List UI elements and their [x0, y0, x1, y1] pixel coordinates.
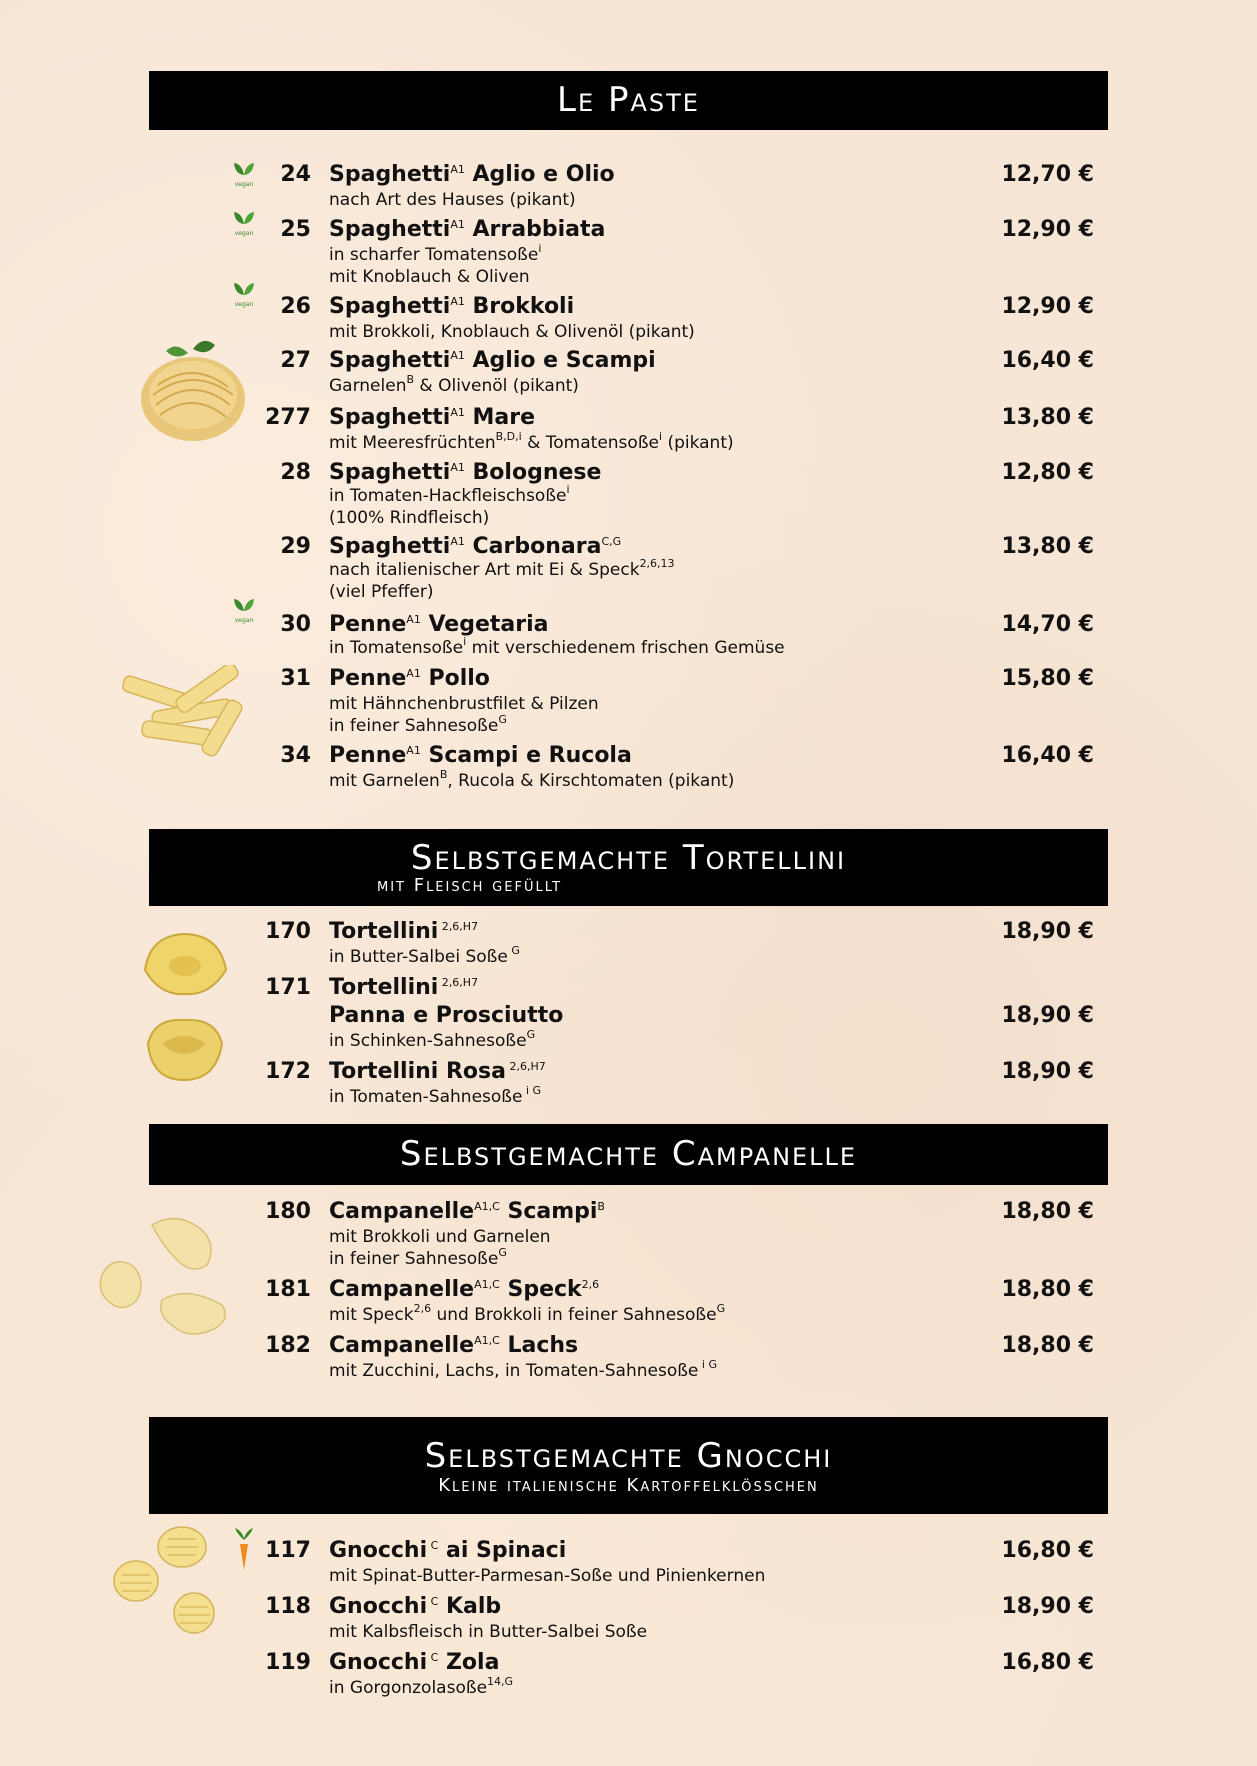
- item-description: mit Kalbsfleisch in Butter-Salbei Soße: [329, 1622, 648, 1642]
- item-number: 118: [265, 1594, 311, 1619]
- item-name: Spaghetti$^{A1}$ Carbonara$^{C,G}$: [329, 534, 622, 559]
- item-description: (viel Pfeffer): [329, 582, 434, 602]
- item-price: 16,40 €: [1001, 743, 1094, 768]
- item-number: 34: [280, 743, 311, 768]
- gnocchi-image: [112, 1525, 218, 1637]
- item-description: mit Brokkoli und Garnelen: [329, 1227, 551, 1247]
- item-number: 277: [265, 405, 311, 430]
- item-name: Penne$^{A1}$ Vegetaria: [329, 612, 549, 637]
- item-description: in Tomaten-Sahnesoße $^{i G}$: [329, 1084, 542, 1107]
- item-price: 18,80 €: [1001, 1277, 1094, 1302]
- item-price: 18,90 €: [1001, 1594, 1094, 1619]
- item-number: 182: [265, 1333, 311, 1358]
- item-name: Penne$^{A1}$ Pollo: [329, 666, 490, 691]
- item-number: 26: [280, 294, 311, 319]
- item-number: 117: [265, 1538, 311, 1563]
- item-name: Spaghetti$^{A1}$ Mare: [329, 405, 536, 430]
- item-price: 12,80 €: [1001, 460, 1094, 485]
- item-price: 16,80 €: [1001, 1650, 1094, 1675]
- item-description: mit Meeresfrüchten$^{B,D,i}$ & Tomatensoße$^i$ (pikant): [329, 430, 734, 453]
- section-title: Selbstgemachte Gnocchi: [424, 1436, 833, 1476]
- section-title: Selbstgemachte Tortellini: [410, 838, 847, 878]
- item-price: 14,70 €: [1001, 612, 1094, 637]
- item-price: 15,80 €: [1001, 666, 1094, 691]
- item-name: Penne$^{A1}$ Scampi e Rucola: [329, 743, 632, 768]
- item-number: 25: [280, 217, 311, 242]
- item-description: in Schinken-Sahnesoße$^G$: [329, 1028, 536, 1051]
- section-banner-gnocchi: [149, 1417, 1108, 1514]
- item-name: Spaghetti$^{A1}$ Bolognese: [329, 460, 602, 485]
- item-description: mit Speck$^{2,6}$ und Brokkoli in feiner Sahnesoße$^G$: [329, 1302, 726, 1325]
- item-name: Tortellini Rosa $^{2,6,H7}$: [329, 1059, 546, 1084]
- item-price: 18,90 €: [1001, 919, 1094, 944]
- item-description: mit Spinat-Butter-Parmesan-Soße und Pinienkernen: [329, 1566, 766, 1586]
- item-description: in Butter-Salbei Soße $^G$: [329, 944, 520, 967]
- item-description: in scharfer Tomatensoße$^i$: [329, 242, 542, 265]
- section-banner-campanelle: [149, 1124, 1108, 1185]
- item-number: 24: [280, 162, 311, 187]
- item-number: 119: [265, 1650, 311, 1675]
- item-price: 16,40 €: [1001, 348, 1094, 373]
- item-price: 18,80 €: [1001, 1199, 1094, 1224]
- spaghetti-nest-image: [138, 335, 248, 447]
- item-name-line2: Panna e Prosciutto: [329, 1003, 564, 1028]
- item-number: 29: [280, 534, 311, 559]
- item-price: 12,70 €: [1001, 162, 1094, 187]
- item-name: Gnocchi $^C$ ai Spinaci: [329, 1538, 567, 1563]
- item-price: 18,90 €: [1001, 1059, 1094, 1084]
- vegan-leaf-icon: [231, 280, 257, 308]
- section-banner-paste: [149, 71, 1108, 130]
- item-name: Gnocchi $^C$ Zola: [329, 1650, 500, 1675]
- item-description: in feiner Sahnesoße$^G$: [329, 713, 507, 736]
- svg-text:vegan: vegan: [234, 301, 254, 308]
- item-description: in Tomatensoße$^i$ mit verschiedenem frischen Gemüse: [329, 635, 785, 658]
- penne-image: [112, 665, 264, 757]
- item-number: 30: [280, 612, 311, 637]
- item-description: mit Hähnchenbrustfilet & Pilzen: [329, 694, 599, 714]
- section-subtitle: Kleine italienische Kartoffelklösschen: [438, 1475, 819, 1496]
- campanelle-image: [92, 1205, 252, 1353]
- item-name: Spaghetti$^{A1}$ Brokkoli: [329, 294, 575, 319]
- item-number: 181: [265, 1277, 311, 1302]
- item-description: (100% Rindfleisch): [329, 508, 490, 528]
- item-name: Campanelle$^{A1,C}$ Scampi$^B$: [329, 1199, 605, 1224]
- item-description: nach Art des Hauses (pikant): [329, 190, 576, 210]
- item-name: Campanelle$^{A1,C}$ Speck$^{2,6}$: [329, 1277, 600, 1302]
- item-description: mit Zucchini, Lachs, in Tomaten-Sahnesoße $^{i G}$: [329, 1358, 717, 1381]
- item-name: Spaghetti$^{A1}$ Aglio e Scampi: [329, 348, 656, 373]
- item-description: in Tomaten-Hackfleischsoße$^i$: [329, 483, 570, 506]
- item-number: 27: [280, 348, 311, 373]
- section-title: Selbstgemachte Campanelle: [399, 1134, 858, 1174]
- section-subtitle: mit Fleisch gefüllt: [377, 875, 563, 896]
- item-price: 16,80 €: [1001, 1538, 1094, 1563]
- item-name: Tortellini $^{2,6,H7}$: [329, 919, 479, 944]
- item-number: 171: [265, 975, 311, 1000]
- item-number: 28: [280, 460, 311, 485]
- item-price: 12,90 €: [1001, 294, 1094, 319]
- tortellini-image-1: [140, 930, 230, 998]
- vegan-leaf-icon: [231, 596, 257, 624]
- vegetarian-carrot-icon: [231, 1528, 257, 1572]
- vegan-leaf-icon: [231, 160, 257, 188]
- item-number: 172: [265, 1059, 311, 1084]
- item-name: Spaghetti$^{A1}$ Aglio e Olio: [329, 162, 615, 187]
- item-description: mit Knoblauch & Oliven: [329, 267, 530, 287]
- item-number: 170: [265, 919, 311, 944]
- svg-text:vegan: vegan: [234, 230, 254, 237]
- item-description: mit Garnelen$^B$, Rucola & Kirschtomaten (pikant): [329, 768, 735, 791]
- section-title: Le Paste: [557, 80, 700, 120]
- item-description: in Gorgonzolasoße$^{14,G}$: [329, 1675, 514, 1698]
- item-number: 180: [265, 1199, 311, 1224]
- item-price: 12,90 €: [1001, 217, 1094, 242]
- item-description: in feiner Sahnesoße$^G$: [329, 1246, 507, 1269]
- svg-text:vegan: vegan: [234, 181, 254, 188]
- section-banner-tortellini: [149, 829, 1108, 906]
- item-name: Campanelle$^{A1,C}$ Lachs: [329, 1333, 579, 1358]
- item-price: 13,80 €: [1001, 405, 1094, 430]
- item-price: 13,80 €: [1001, 534, 1094, 559]
- item-number: 31: [280, 666, 311, 691]
- item-description: nach italienischer Art mit Ei & Speck$^{2,6,13}$: [329, 557, 675, 580]
- item-name: Gnocchi $^C$ Kalb: [329, 1594, 502, 1619]
- item-description: Garnelen$^B$ & Olivenöl (pikant): [329, 373, 579, 396]
- item-description: mit Brokkoli, Knoblauch & Olivenöl (pikant): [329, 322, 695, 342]
- item-name: Tortellini $^{2,6,H7}$: [329, 975, 479, 1000]
- tortellini-image-2: [142, 1014, 226, 1084]
- svg-text:vegan: vegan: [234, 617, 254, 624]
- item-price: 18,80 €: [1001, 1333, 1094, 1358]
- item-name: Spaghetti$^{A1}$ Arrabbiata: [329, 217, 606, 242]
- item-price: 18,90 €: [1001, 1003, 1094, 1028]
- vegan-leaf-icon: [231, 209, 257, 237]
